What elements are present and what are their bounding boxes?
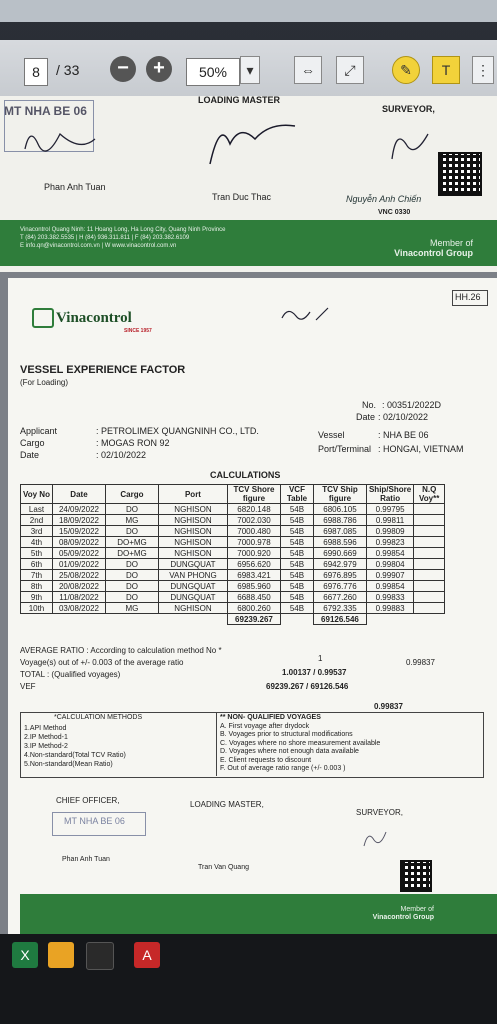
cell-nq bbox=[414, 537, 445, 548]
avg-ratio-value: 0.99837 bbox=[406, 658, 435, 667]
vef-label: VEF bbox=[20, 682, 36, 691]
cell-cargo: DO bbox=[105, 559, 158, 570]
cell-shore: 7000.920 bbox=[227, 548, 280, 559]
cell-shore: 6983.421 bbox=[227, 570, 280, 581]
brand-name: Vinacontrol bbox=[56, 310, 132, 326]
initials-mark-icon bbox=[278, 300, 338, 330]
cell-vcf: 54B bbox=[280, 592, 313, 603]
cell-port: NGHISON bbox=[158, 515, 227, 526]
cell-date: 20/08/2022 bbox=[52, 581, 105, 592]
cell-nq bbox=[414, 559, 445, 570]
highlight-text-icon[interactable]: T bbox=[432, 56, 460, 84]
loading-master-signature-icon bbox=[200, 114, 300, 169]
prev-surveyor-label: SURVEYOR, bbox=[382, 104, 435, 114]
cell-vcf: 54B bbox=[280, 559, 313, 570]
cell-ratio: 0.99854 bbox=[366, 548, 413, 559]
cell-date: 11/08/2022 bbox=[52, 592, 105, 603]
form-code: HH.26 bbox=[455, 292, 481, 302]
col-nq: N.Q Voy** bbox=[414, 485, 445, 504]
cell-date: 15/09/2022 bbox=[52, 526, 105, 537]
total-value: 69239.267 / 69126.546 bbox=[266, 682, 349, 691]
method-item: 3.IP Method-2 bbox=[24, 743, 68, 750]
excel-icon[interactable]: X bbox=[12, 942, 38, 968]
cell-date: 08/09/2022 bbox=[52, 537, 105, 548]
cell-ratio: 0.99907 bbox=[366, 570, 413, 581]
zoom-in-button[interactable]: + bbox=[146, 56, 172, 82]
total-shore: 69239.267 bbox=[227, 614, 280, 625]
cell-nq bbox=[414, 592, 445, 603]
cell-ship: 6792.335 bbox=[313, 603, 366, 614]
lm-label: LOADING MASTER, bbox=[190, 800, 264, 809]
cell-ratio: 0.99809 bbox=[366, 526, 413, 537]
table-row bbox=[21, 526, 445, 537]
cell-cargo: DO bbox=[105, 592, 158, 603]
cell-cargo: DO bbox=[105, 581, 158, 592]
cell-ship: 6976.776 bbox=[313, 581, 366, 592]
cell-port: NGHISON bbox=[158, 504, 227, 515]
cell-voy: 5th bbox=[21, 548, 53, 559]
table-row bbox=[21, 515, 445, 526]
col-port: Port bbox=[158, 485, 227, 504]
nq-item: F. Out of average ratio range (+/- 0.003 ) bbox=[220, 765, 346, 773]
cell-date: 01/09/2022 bbox=[52, 559, 105, 570]
table-row bbox=[21, 537, 445, 548]
cell-vcf: 54B bbox=[280, 603, 313, 614]
member-line-1: Member of bbox=[429, 238, 473, 248]
cell-cargo: MG bbox=[105, 515, 158, 526]
method-item: 2.IP Method-1 bbox=[24, 734, 68, 741]
prev-surveyor-name: Nguyễn Anh Chiến bbox=[346, 194, 422, 204]
page-number-input[interactable]: 8 bbox=[24, 58, 48, 86]
cell-nq bbox=[414, 504, 445, 515]
table-header-row bbox=[21, 485, 445, 504]
cell-voy: 8th bbox=[21, 581, 53, 592]
cell-port: NGHISON bbox=[158, 537, 227, 548]
cell-nq bbox=[414, 570, 445, 581]
cell-port: VAN PHONG bbox=[158, 570, 227, 581]
cell-voy: 2nd bbox=[21, 515, 53, 526]
no-label: No. bbox=[362, 400, 377, 410]
applicant-value: : PETROLIMEX QUANGNINH CO., LTD. bbox=[96, 426, 259, 436]
cell-ship: 6990.669 bbox=[313, 548, 366, 559]
col-ratio: Ship/Shore Ratio bbox=[366, 485, 413, 504]
cell-date: 24/09/2022 bbox=[52, 504, 105, 515]
file-explorer-icon[interactable] bbox=[48, 942, 74, 968]
port-label: Port/Terminal bbox=[318, 444, 372, 454]
cell-date: 18/09/2022 bbox=[52, 515, 105, 526]
cell-shore: 7002.030 bbox=[227, 515, 280, 526]
cell-shore: 7000.480 bbox=[227, 526, 280, 537]
cell-ship: 6988.786 bbox=[313, 515, 366, 526]
total-label: TOTAL : (Qualified voyages) bbox=[20, 670, 121, 679]
applicant-label: Applicant bbox=[20, 426, 58, 436]
table-row bbox=[21, 603, 445, 614]
previous-page bbox=[0, 96, 497, 272]
table-row bbox=[21, 581, 445, 592]
prev-surveyor-code: VNC 0330 bbox=[378, 209, 411, 216]
col-date: Date bbox=[52, 485, 105, 504]
table-row bbox=[21, 570, 445, 581]
out-of-range-label: Voyage(s) out of +/- 0.003 of the average ratio bbox=[20, 658, 184, 667]
lm-name: Tran Van Quang bbox=[198, 864, 249, 871]
cell-nq bbox=[414, 515, 445, 526]
band-line: T (84) 203.382.5535 | H (84) 936.311.811 | F (84) 203.382.6109 bbox=[20, 235, 190, 241]
totals-row bbox=[21, 614, 445, 625]
cell-shore: 7000.978 bbox=[227, 537, 280, 548]
nq-item: C. Voyages where no shore measurement available bbox=[220, 739, 381, 747]
cell-ship: 6806.105 bbox=[313, 504, 366, 515]
cargo-value: : MOGAS RON 92 bbox=[96, 438, 170, 448]
qr-code-icon bbox=[400, 860, 432, 892]
calc-heading: CALCULATIONS bbox=[210, 470, 281, 480]
doc-subtitle: (For Loading) bbox=[20, 378, 69, 387]
doc-date-label: Date bbox=[20, 450, 40, 460]
cell-ratio: 0.99833 bbox=[366, 592, 413, 603]
brand-since: SINCE 1957 bbox=[124, 328, 152, 334]
cell-cargo: DO+MG bbox=[105, 537, 158, 548]
cell-ratio: 0.99804 bbox=[366, 559, 413, 570]
cell-vcf: 54B bbox=[280, 526, 313, 537]
cell-shore: 6820.148 bbox=[227, 504, 280, 515]
avg-ratio-label: AVERAGE RATIO : According to calculation method No * bbox=[20, 646, 222, 655]
nq-item: E. Client requests to discount bbox=[220, 756, 312, 764]
method-item: 4.Non-standard(Total TCV Ratio) bbox=[24, 752, 126, 759]
nq-list bbox=[220, 723, 380, 773]
cell-date: 03/08/2022 bbox=[52, 603, 105, 614]
doc-title: VESSEL EXPERIENCE FACTOR bbox=[20, 364, 186, 376]
ship-stamp: MT NHA BE 06 bbox=[4, 104, 87, 118]
cell-vcf: 54B bbox=[280, 537, 313, 548]
col-tcv-shore: TCV Shore figure bbox=[227, 485, 280, 504]
col-tcv-ship: TCV Ship figure bbox=[313, 485, 366, 504]
cell-ship: 6942.979 bbox=[313, 559, 366, 570]
cell-port: NGHISON bbox=[158, 526, 227, 537]
cell-nq bbox=[414, 581, 445, 592]
band-line: Vinacontrol Quang Ninh: 11 Hoang Long, Ha Long City, Quang Ninh Province bbox=[20, 227, 226, 233]
method-item: 5.Non-standard(Mean Ratio) bbox=[24, 761, 113, 768]
nq-title: ** NON- QUALIFIED VOYAGES bbox=[220, 714, 321, 721]
surveyor-label: SURVEYOR, bbox=[356, 808, 403, 817]
band-line: E info.qn@vinacontrol.com.vn | W www.vinacontrol.com.vn bbox=[20, 243, 177, 249]
zoom-level-select[interactable]: 50% bbox=[186, 58, 240, 86]
calculation-table bbox=[20, 484, 445, 625]
document-page bbox=[8, 278, 497, 934]
nq-item: A. First voyage after drydock bbox=[220, 723, 310, 730]
cell-shore: 6985.960 bbox=[227, 581, 280, 592]
member-line-2: Vinacontrol Group bbox=[394, 248, 473, 258]
report-date-label: Date bbox=[356, 412, 376, 422]
cell-ship: 6976.895 bbox=[313, 570, 366, 581]
cell-vcf: 54B bbox=[280, 515, 313, 526]
surveyor-signature-icon bbox=[384, 124, 434, 164]
vessel-label: Vessel bbox=[318, 430, 345, 440]
fit-page-icon[interactable]: ⤢ bbox=[336, 56, 364, 84]
cell-voy: 3rd bbox=[21, 526, 53, 537]
chief-stamp: MT NHA BE 06 bbox=[64, 816, 125, 826]
chief-name: Phan Anh Tuan bbox=[62, 856, 110, 863]
pdf-reader-icon[interactable]: A bbox=[134, 942, 160, 968]
col-voy: Voy No bbox=[21, 485, 53, 504]
nq-item: D. Voyages where not enough data available bbox=[220, 748, 359, 756]
surveyor-signature-icon bbox=[360, 826, 390, 850]
cell-ship: 6988.596 bbox=[313, 537, 366, 548]
zoom-out-button[interactable]: − bbox=[110, 56, 136, 82]
prev-loading-master-label: LOADING MASTER bbox=[198, 96, 280, 105]
cell-ratio: 0.99883 bbox=[366, 603, 413, 614]
col-cargo: Cargo bbox=[105, 485, 158, 504]
cell-voy: 4th bbox=[21, 537, 53, 548]
methods-divider bbox=[216, 712, 217, 776]
cell-vcf: 54B bbox=[280, 581, 313, 592]
cell-shore: 6688.450 bbox=[227, 592, 280, 603]
cell-vcf: 54B bbox=[280, 548, 313, 559]
footer-member-1: Member of bbox=[400, 906, 434, 913]
col-vcf: VCF Table bbox=[280, 485, 313, 504]
chevron-down-icon[interactable]: ▾ bbox=[240, 56, 260, 84]
method-item: 1.API Method bbox=[24, 725, 67, 732]
methods-title: *CALCULATION METHODS bbox=[54, 714, 143, 721]
document-viewport[interactable] bbox=[0, 96, 497, 934]
cell-ratio: 0.99811 bbox=[366, 515, 413, 526]
methods-list bbox=[24, 724, 126, 769]
cell-vcf: 54B bbox=[280, 504, 313, 515]
cell-shore: 6956.620 bbox=[227, 559, 280, 570]
cell-port: NGHISON bbox=[158, 548, 227, 559]
chief-officer-label: CHIEF OFFICER, bbox=[56, 796, 120, 805]
more-tools-icon[interactable]: ⋮ bbox=[472, 56, 494, 84]
cell-ship: 6987.085 bbox=[313, 526, 366, 537]
comment-icon[interactable]: ✎ bbox=[392, 56, 420, 84]
cell-ship: 6677.260 bbox=[313, 592, 366, 603]
qr-code-icon bbox=[438, 152, 482, 196]
chief-signature-icon bbox=[20, 124, 100, 154]
cell-ratio: 0.99854 bbox=[366, 581, 413, 592]
cell-port: NGHISON bbox=[158, 603, 227, 614]
total-ship: 69126.546 bbox=[313, 614, 366, 625]
cell-shore: 6800.260 bbox=[227, 603, 280, 614]
cell-cargo: DO bbox=[105, 504, 158, 515]
table-row bbox=[21, 559, 445, 570]
cell-cargo: DO+MG bbox=[105, 548, 158, 559]
vef-value: 0.99837 bbox=[374, 702, 403, 711]
vinacontrol-logo-icon bbox=[32, 308, 54, 328]
cell-port: DUNGQUAT bbox=[158, 592, 227, 603]
cell-port: DUNGQUAT bbox=[158, 581, 227, 592]
cell-voy: 9th bbox=[21, 592, 53, 603]
window-top-strip bbox=[0, 0, 497, 22]
cell-voy: 10th bbox=[21, 603, 53, 614]
pdf-toolbar bbox=[0, 40, 497, 97]
cell-ratio: 0.99823 bbox=[366, 537, 413, 548]
cell-cargo: DO bbox=[105, 570, 158, 581]
avg-method: 1 bbox=[318, 654, 323, 663]
prev-loading-master-name: Tran Duc Thac bbox=[212, 192, 272, 202]
cell-nq bbox=[414, 548, 445, 559]
cell-voy: 7th bbox=[21, 570, 53, 581]
report-date-value: : 02/10/2022 bbox=[378, 412, 429, 422]
no-value: : 00351/2022D bbox=[382, 400, 442, 410]
fit-width-icon[interactable]: ⇔ bbox=[294, 56, 322, 84]
cell-port: DUNGQUAT bbox=[158, 559, 227, 570]
nq-item: B. Voyages prior to structural modifications bbox=[220, 731, 353, 739]
prev-chief-name: Phan Anh Tuan bbox=[44, 182, 106, 192]
table-row bbox=[21, 548, 445, 559]
cell-date: 25/08/2022 bbox=[52, 570, 105, 581]
calculation-rows bbox=[21, 504, 445, 614]
cell-nq bbox=[414, 603, 445, 614]
doc-date-value: : 02/10/2022 bbox=[96, 450, 147, 460]
page-footer-band bbox=[20, 894, 497, 934]
cell-ratio: 0.99795 bbox=[366, 504, 413, 515]
cell-voy: Last bbox=[21, 504, 53, 515]
cell-voy: 6th bbox=[21, 559, 53, 570]
cell-cargo: DO bbox=[105, 526, 158, 537]
port-value: : HONGAI, VIETNAM bbox=[378, 444, 464, 454]
app-icon[interactable] bbox=[86, 942, 114, 970]
footer-band bbox=[0, 220, 497, 266]
cell-vcf: 54B bbox=[280, 570, 313, 581]
out-of-range-value: 1.00137 / 0.99537 bbox=[282, 668, 347, 677]
vessel-value: : NHA BE 06 bbox=[378, 430, 429, 440]
cell-cargo: MG bbox=[105, 603, 158, 614]
footer-member-2: Vinacontrol Group bbox=[372, 914, 434, 921]
cell-nq bbox=[414, 526, 445, 537]
page-total: / 33 bbox=[56, 62, 80, 78]
table-row bbox=[21, 504, 445, 515]
cargo-label: Cargo bbox=[20, 438, 45, 448]
taskbar bbox=[0, 934, 497, 1024]
table-row bbox=[21, 592, 445, 603]
cell-date: 05/09/2022 bbox=[52, 548, 105, 559]
